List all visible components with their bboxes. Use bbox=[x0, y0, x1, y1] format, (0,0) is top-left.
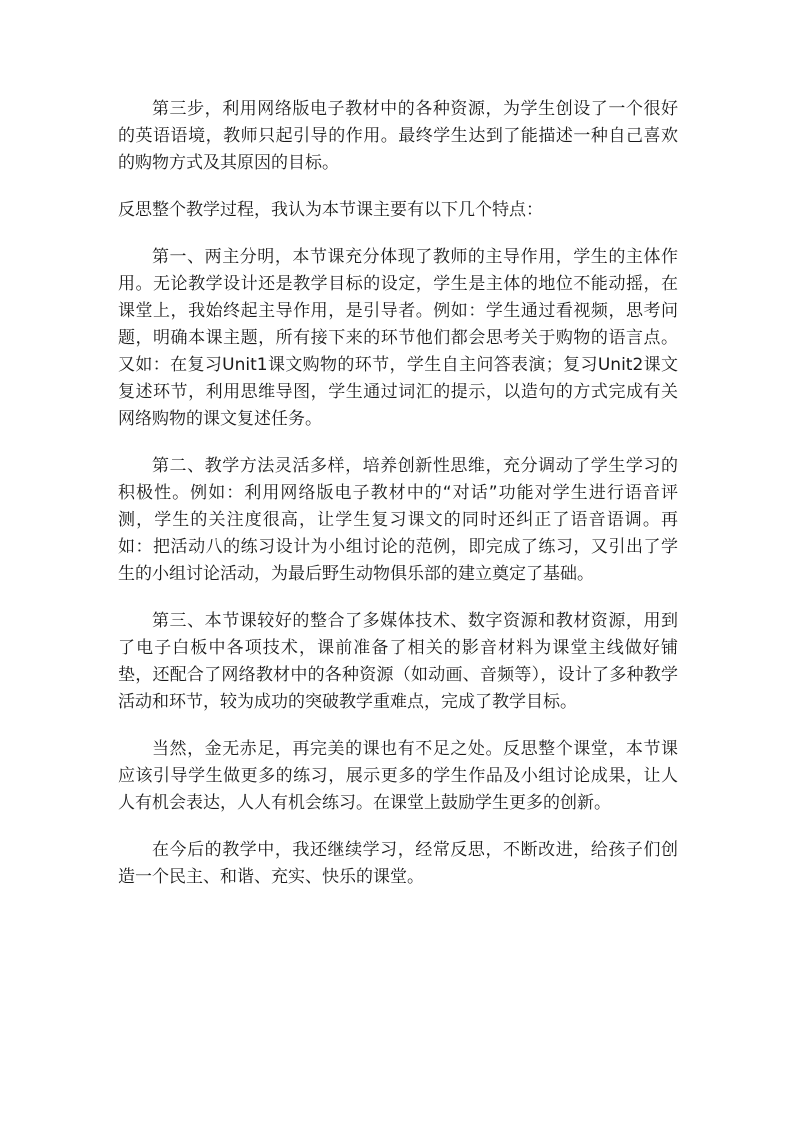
document-body bbox=[118, 96, 678, 911]
paragraph-feature-three: 第三、本节课较好的整合了多媒体技术、数字资源和教材资源，用到了电子白板中各项技术，课前准备了相关的影音材料为课堂主线做好铺垫，还配合了网络教材中的各种资源（如动画、音频等），设计了多种教学活动和环节，较为成功的突破教学重难点，完成了教学目标。 bbox=[118, 611, 678, 712]
paragraph-shortcomings: 当然，金无赤足，再完美的课也有不足之处。反思整个课堂，本节课应该引导学生做更多的练习，展示更多的学生作品及小组讨论成果，让人人有机会表达，人人有机会练习。在课堂上鼓励学生更多的创新。 bbox=[118, 739, 678, 813]
paragraph-feature-one: 第一、两主分明，本节课充分体现了教师的主导作用，学生的主体作用。无论教学设计还是教学目标的设定，学生是主体的地位不能动摇，在课堂上，我始终起主导作用，是引导者。例如：学生通过看视频，思考问题，明确本课主题，所有接下来的环节他们都会思考关于购物的语言点。又如：在复习Unit1课文购物的环节，学生自主问答表演；复习Unit2课文复述环节，利用思维导图，学生通过词汇的提示，以造句的方式完成有关网络购物的课文复述任务。 bbox=[118, 247, 678, 429]
paragraph-step-three: 第三步，利用网络版电子教材中的各种资源，为学生创设了一个很好的英语语境，教师只起引导的作用。最终学生达到了能描述一种自己喜欢的购物方式及其原因的目标。 bbox=[118, 99, 678, 173]
paragraph-reflection-intro: 反思整个教学过程，我认为本节课主要有以下几个特点： bbox=[118, 200, 543, 220]
paragraph-future: 在今后的教学中，我还继续学习，经常反思，不断改进，给孩子们创造一个民主、和谐、充实、快乐的课堂。 bbox=[118, 840, 678, 887]
paragraph-feature-two: 第二、教学方法灵活多样，培养创新性思维，充分调动了学生学习的积极性。例如：利用网络版电子教材中的“对话”功能对学生进行语音评测，学生的关注度很高，让学生复习课文的同时还纠正了语音语调。再如：把活动八的练习设计为小组讨论的范例，即完成了练习，又引出了学生的小组讨论活动，为最后野生动物俱乐部的建立奠定了基础。 bbox=[118, 456, 678, 584]
